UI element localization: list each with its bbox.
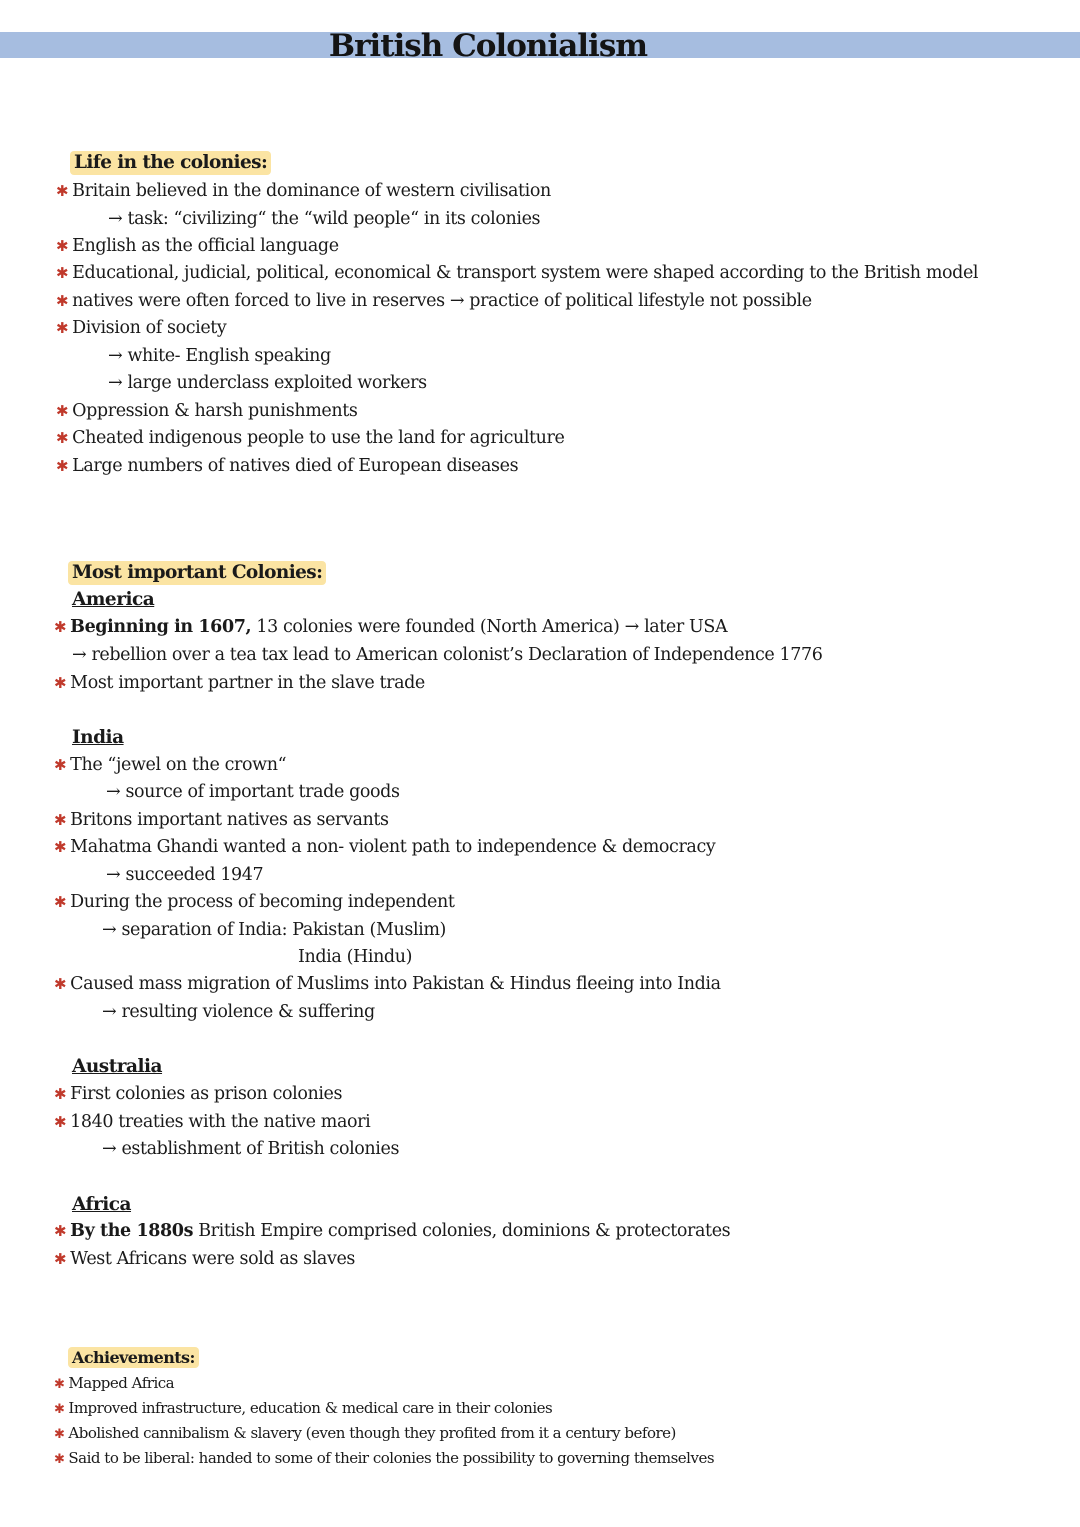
section-heading-achievements: Achievements: <box>68 1347 199 1368</box>
list-item: → large underclass exploited workers <box>108 373 427 393</box>
asterisk-bullet-icon: ✱ <box>56 237 69 255</box>
list-item: ✱ English as the official language <box>56 236 339 256</box>
right-arrow-icon: → <box>108 209 123 229</box>
list-item: → establishment of British colonies <box>102 1139 400 1159</box>
asterisk-bullet-icon: ✱ <box>54 1113 67 1131</box>
list-item: ✱ Educational, judicial, political, economical & transport system were shaped according to the British model <box>56 263 979 283</box>
list-item: → separation of India: Pakistan (Muslim) <box>102 920 446 940</box>
asterisk-bullet-icon: ✱ <box>54 811 67 829</box>
asterisk-bullet-icon: ✱ <box>56 457 69 475</box>
asterisk-bullet-icon: ✱ <box>56 264 69 282</box>
list-item: ✱ Abolished cannibalism & slavery (even though they profited from it a century before) <box>54 1424 676 1442</box>
list-item: ✱ Improved infrastructure, education & medical care in their colonies <box>54 1399 553 1417</box>
list-item: → succeeded 1947 <box>106 865 264 885</box>
list-item: India (Hindu) <box>298 947 413 967</box>
asterisk-bullet-icon: ✱ <box>54 674 67 692</box>
list-item: ✱ Mapped Africa <box>54 1374 175 1392</box>
list-item: ✱ Mahatma Ghandi wanted a non- violent path to independence & democracy <box>54 837 716 857</box>
right-arrow-icon: → <box>106 865 121 885</box>
asterisk-bullet-icon: ✱ <box>56 182 69 200</box>
asterisk-bullet-icon: ✱ <box>54 618 67 636</box>
asterisk-bullet-icon: ✱ <box>56 402 69 420</box>
asterisk-bullet-icon: ✱ <box>54 1222 67 1240</box>
page-title: British Colonialism <box>328 28 648 64</box>
list-item: → source of important trade goods <box>106 782 400 802</box>
list-item: ✱ Caused mass migration of Muslims into Pakistan & Hindus fleeing into India <box>54 974 721 994</box>
list-item: ✱ 1840 treaties with the native maori <box>54 1112 371 1132</box>
asterisk-bullet-icon: ✱ <box>54 1250 67 1268</box>
asterisk-bullet-icon: ✱ <box>56 429 69 447</box>
asterisk-bullet-icon: ✱ <box>54 1085 67 1103</box>
asterisk-bullet-icon: ✱ <box>54 893 67 911</box>
right-arrow-icon: → <box>108 373 123 393</box>
asterisk-bullet-icon: ✱ <box>54 975 67 993</box>
list-item: ✱ By the 1880s British Empire comprised colonies, dominions & protectorates <box>54 1221 731 1241</box>
list-item: ✱ Large numbers of natives died of European diseases <box>56 456 519 476</box>
right-arrow-icon: → <box>102 920 117 940</box>
list-item: ✱ Most important partner in the slave trade <box>54 673 425 693</box>
asterisk-bullet-icon: ✱ <box>54 1427 65 1442</box>
list-item: ✱ Division of society <box>56 318 227 338</box>
asterisk-bullet-icon: ✱ <box>56 292 69 310</box>
right-arrow-icon: → <box>108 346 123 366</box>
list-item: ✱ Said to be liberal: handed to some of their colonies the possibility to governing themselves <box>54 1449 715 1467</box>
right-arrow-icon: → <box>102 1139 117 1159</box>
subheading-india: India <box>72 727 124 748</box>
right-arrow-icon: → <box>624 617 639 637</box>
list-item: ✱ Beginning in 1607, 13 colonies were founded (North America) → later USA <box>54 617 728 637</box>
right-arrow-icon: → <box>106 782 121 802</box>
asterisk-bullet-icon: ✱ <box>56 319 69 337</box>
list-item: ✱ First colonies as prison colonies <box>54 1084 343 1104</box>
list-item: → resulting violence & suffering <box>102 1002 375 1022</box>
list-item: ✱ natives were often forced to live in reserves → practice of political lifestyle not possible <box>56 291 812 311</box>
asterisk-bullet-icon: ✱ <box>54 1377 65 1392</box>
right-arrow-icon: → <box>72 645 87 665</box>
subheading-america: America <box>72 589 155 610</box>
asterisk-bullet-icon: ✱ <box>54 756 67 774</box>
section-heading-life: Life in the colonies: <box>70 151 271 175</box>
list-item: ✱ During the process of becoming independent <box>54 892 455 912</box>
asterisk-bullet-icon: ✱ <box>54 1402 65 1417</box>
list-item: ✱ The “jewel on the crown“ <box>54 755 287 775</box>
list-item: ✱ Cheated indigenous people to use the land for agriculture <box>56 428 565 448</box>
list-item: ✱ Britain believed in the dominance of western civilisation <box>56 181 551 201</box>
list-item: ✱ Oppression & harsh punishments <box>56 401 358 421</box>
asterisk-bullet-icon: ✱ <box>54 1452 65 1467</box>
right-arrow-icon: → <box>102 1002 117 1022</box>
asterisk-bullet-icon: ✱ <box>54 838 67 856</box>
list-item: → task: “civilizing“ the “wild people“ in its colonies <box>108 209 541 229</box>
section-heading-colonies: Most important Colonies: <box>68 561 326 585</box>
list-item: ✱ West Africans were sold as slaves <box>54 1249 355 1269</box>
right-arrow-icon: → <box>449 291 465 311</box>
list-item: → white- English speaking <box>108 346 331 366</box>
subheading-africa: Africa <box>72 1194 132 1215</box>
list-item: ✱ Britons important natives as servants <box>54 810 389 830</box>
list-item: → rebellion over a tea tax lead to American colonist’s Declaration of Independence 1776 <box>72 645 823 665</box>
subheading-australia: Australia <box>72 1056 163 1077</box>
